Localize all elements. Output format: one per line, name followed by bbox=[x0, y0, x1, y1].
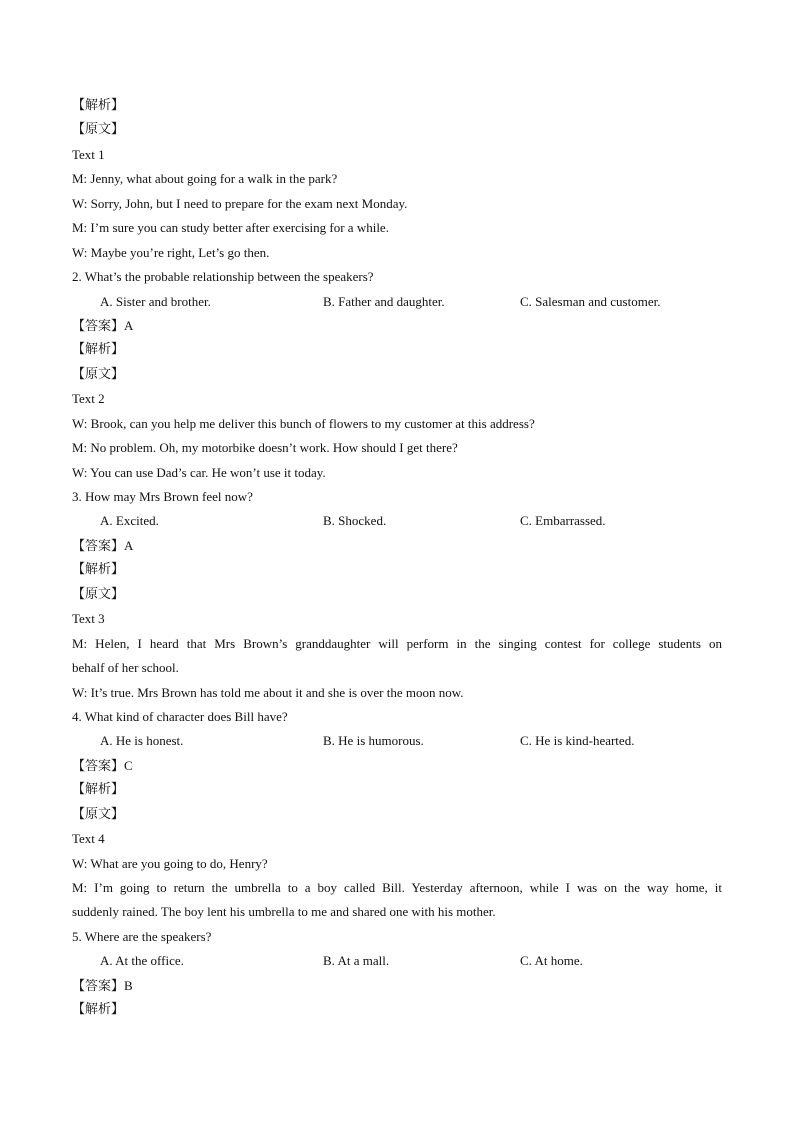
option-a: A. Excited. bbox=[100, 513, 159, 529]
option-b: B. He is humorous. bbox=[323, 733, 424, 749]
original-label: 【原文】 bbox=[72, 366, 125, 382]
option-a: A. He is honest. bbox=[100, 733, 184, 749]
answer-value: B bbox=[124, 977, 133, 993]
question-5-options bbox=[72, 949, 722, 973]
question-3: 3. How may Mrs Brown feel now? bbox=[72, 489, 253, 504]
answer-value: A bbox=[124, 317, 134, 333]
option-a: A. Sister and brother. bbox=[100, 293, 211, 309]
dialogue-line-continued: suddenly rained. The boy lent his umbrella to me and shared one with his mother. bbox=[72, 904, 496, 920]
question-2: 2. What’s the probable relationship between the speakers? bbox=[72, 269, 374, 285]
answer-line bbox=[72, 314, 722, 338]
analysis-label: 【解析】 bbox=[72, 98, 125, 113]
answer-label: 【答案】 bbox=[72, 978, 125, 994]
option-c: C. Salesman and customer. bbox=[520, 293, 661, 309]
document-page bbox=[72, 94, 722, 1023]
original-label: 【原文】 bbox=[72, 122, 125, 138]
analysis-label: 【解析】 bbox=[72, 342, 125, 358]
dialogue-line: M: I’m going to return the umbrella to a boy called Bill. Yesterday afternoon, while I was on the way home, it bbox=[72, 880, 722, 895]
answer-value: C bbox=[124, 757, 133, 773]
original-label: 【原文】 bbox=[72, 806, 125, 822]
dialogue-line: W: You can use Dad’s car. He won’t use it today. bbox=[72, 464, 326, 480]
text-title: Text 4 bbox=[72, 831, 105, 847]
question-3-options bbox=[72, 509, 722, 533]
analysis-label: 【解析】 bbox=[72, 1002, 125, 1018]
text-title: Text 3 bbox=[72, 611, 105, 627]
answer-line bbox=[72, 974, 722, 998]
dialogue-line: W: Brook, can you help me deliver this bunch of flowers to my customer at this address? bbox=[72, 415, 535, 431]
option-c: C. He is kind-hearted. bbox=[520, 733, 635, 749]
answer-line bbox=[72, 534, 722, 558]
text-title: Text 2 bbox=[72, 391, 105, 407]
question-4: 4. What kind of character does Bill have? bbox=[72, 708, 288, 724]
option-b: B. Shocked. bbox=[323, 513, 387, 529]
option-a: A. At the office. bbox=[100, 953, 184, 969]
dialogue-line: W: What are you going to do, Henry? bbox=[72, 855, 268, 871]
dialogue-line: W: Maybe you’re right, Let’s go then. bbox=[72, 244, 270, 260]
original-label: 【原文】 bbox=[72, 586, 125, 602]
answer-value: A bbox=[124, 537, 134, 553]
dialogue-line: W: It’s true. Mrs Brown has told me about it and she is over the moon now. bbox=[72, 684, 464, 700]
option-c: C. At home. bbox=[520, 953, 583, 969]
option-b: B. Father and daughter. bbox=[323, 293, 445, 309]
dialogue-line-continued: behalf of her school. bbox=[72, 660, 179, 676]
dialogue-line: M: I’m sure you can study better after exercising for a while. bbox=[72, 220, 389, 236]
dialogue-line: M: Jenny, what about going for a walk in the park? bbox=[72, 171, 338, 187]
answer-label: 【答案】 bbox=[72, 538, 125, 554]
analysis-label: 【解析】 bbox=[72, 782, 125, 798]
option-c: C. Embarrassed. bbox=[520, 513, 606, 529]
question-4-options bbox=[72, 729, 722, 753]
analysis-label: 【解析】 bbox=[72, 562, 125, 578]
question-2-options bbox=[72, 290, 722, 314]
answer-label: 【答案】 bbox=[72, 318, 125, 334]
answer-line bbox=[72, 754, 722, 778]
option-b: B. At a mall. bbox=[323, 953, 390, 969]
dialogue-line: W: Sorry, John, but I need to prepare for the exam next Monday. bbox=[72, 195, 408, 211]
dialogue-line: M: Helen, I heard that Mrs Brown’s granddaughter will perform in the singing contest for college students on bbox=[72, 635, 722, 651]
answer-label: 【答案】 bbox=[72, 758, 125, 774]
dialogue-line: M: No problem. Oh, my motorbike doesn’t work. How should I get there? bbox=[72, 440, 458, 456]
question-5: 5. Where are the speakers? bbox=[72, 928, 212, 944]
text-title: Text 1 bbox=[72, 146, 105, 162]
